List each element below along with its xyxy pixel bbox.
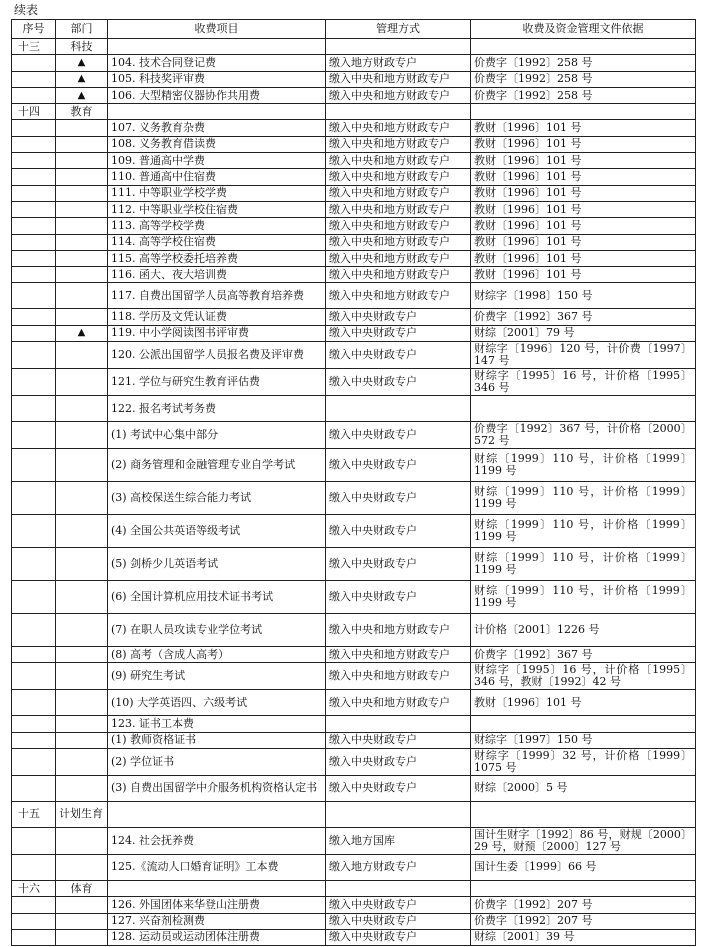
dept-cell bbox=[56, 482, 108, 515]
table-row bbox=[12, 71, 696, 87]
basis-cell: 财综〔1999〕110 号，计价格〔1999〕1199 号 bbox=[471, 581, 696, 614]
table-row bbox=[12, 169, 696, 185]
seq-cell bbox=[12, 218, 56, 234]
mgmt-cell: 缴入中央和地方财政专户 bbox=[326, 153, 471, 169]
dept-cell bbox=[56, 581, 108, 614]
dept-cell bbox=[56, 309, 108, 325]
mgmt-cell: 缴入中央财政专户 bbox=[326, 732, 471, 748]
basis-cell: 国计生财字〔1992〕86 号，财规〔2000〕29 号，财预〔2000〕127 号 bbox=[471, 827, 696, 854]
item-cell: 128. 运动员或运动团体注册费 bbox=[108, 929, 326, 945]
item-cell: 117. 自费出国留学人员高等教育培养费 bbox=[108, 283, 326, 309]
table-row bbox=[12, 929, 696, 945]
dept-cell: ▲ bbox=[56, 71, 108, 87]
dept-cell: 科技 bbox=[56, 39, 108, 55]
item-cell: 107. 义务教育杂费 bbox=[108, 120, 326, 136]
seq-cell bbox=[12, 185, 56, 201]
table-row bbox=[12, 748, 696, 775]
mgmt-cell: 缴入中央和地方财政专户 bbox=[326, 267, 471, 283]
table-row bbox=[12, 342, 696, 369]
dept-cell: 教育 bbox=[56, 104, 108, 120]
table-row bbox=[12, 801, 696, 827]
header-mgmt: 管理方式 bbox=[326, 20, 471, 39]
basis-cell: 财综〔1999〕110 号，计价格〔1999〕1199 号 bbox=[471, 449, 696, 482]
mgmt-cell: 缴入中央和地方财政专户 bbox=[326, 185, 471, 201]
item-cell: (1) 考试中心集中部分 bbox=[108, 422, 326, 449]
item-cell: (6) 全国计算机应用技术证书考试 bbox=[108, 581, 326, 614]
mgmt-cell bbox=[326, 396, 471, 422]
seq-cell bbox=[12, 71, 56, 87]
dept-cell bbox=[56, 929, 108, 945]
dept-cell bbox=[56, 342, 108, 369]
mgmt-cell: 缴入中央和地方财政专户 bbox=[326, 71, 471, 87]
basis-cell: 财综字〔1996〕120 号，计价费〔1997〕147 号 bbox=[471, 342, 696, 369]
seq-cell bbox=[12, 120, 56, 136]
mgmt-cell: 缴入中央财政专户 bbox=[326, 929, 471, 945]
table-row bbox=[12, 136, 696, 152]
item-cell: 115. 高等学校委托培养费 bbox=[108, 250, 326, 266]
dept-cell bbox=[56, 690, 108, 716]
dept-cell bbox=[56, 748, 108, 775]
seq-cell bbox=[12, 690, 56, 716]
seq-cell bbox=[12, 369, 56, 396]
dept-cell bbox=[56, 201, 108, 217]
seq-cell bbox=[12, 449, 56, 482]
table-row bbox=[12, 880, 696, 896]
basis-cell: 教财〔1996〕101 号 bbox=[471, 690, 696, 716]
basis-cell: 财综字〔1995〕16 号，计价格〔1995〕346 号，教财〔1992〕42 号 bbox=[471, 663, 696, 690]
mgmt-cell: 缴入中央和地方财政专户 bbox=[326, 647, 471, 663]
seq-cell bbox=[12, 482, 56, 515]
item-cell: (9) 研究生考试 bbox=[108, 663, 326, 690]
table-body bbox=[12, 39, 696, 946]
header-basis: 收费及资金管理文件依据 bbox=[471, 20, 696, 39]
item-cell: 116. 函大、夜大培训费 bbox=[108, 267, 326, 283]
item-cell: (3) 高校保送生综合能力考试 bbox=[108, 482, 326, 515]
table-row bbox=[12, 775, 696, 801]
table-row bbox=[12, 422, 696, 449]
basis-cell: 教财〔1996〕101 号 bbox=[471, 267, 696, 283]
table-row bbox=[12, 663, 696, 690]
seq-cell bbox=[12, 515, 56, 548]
seq-cell bbox=[12, 55, 56, 71]
dept-cell bbox=[56, 775, 108, 801]
dept-cell bbox=[56, 267, 108, 283]
seq-cell bbox=[12, 422, 56, 449]
basis-cell: 财综〔1999〕110 号，计价格〔1999〕1199 号 bbox=[471, 548, 696, 581]
table-row bbox=[12, 234, 696, 250]
table-caption: 续表 bbox=[14, 3, 39, 17]
basis-cell bbox=[471, 716, 696, 732]
mgmt-cell: 缴入中央和地方财政专户 bbox=[326, 120, 471, 136]
basis-cell: 价费字〔1992〕207 号 bbox=[471, 897, 696, 913]
dept-cell: 计划生育 bbox=[56, 801, 108, 827]
mgmt-cell: 缴入中央和地方财政专户 bbox=[326, 201, 471, 217]
item-cell: 127. 兴奋剂检测费 bbox=[108, 913, 326, 929]
header-row bbox=[12, 20, 696, 39]
basis-cell: 财综字〔1997〕150 号 bbox=[471, 732, 696, 748]
basis-cell bbox=[471, 396, 696, 422]
item-cell: (1) 教师资格证书 bbox=[108, 732, 326, 748]
item-cell: 104. 技术合同登记费 bbox=[108, 55, 326, 71]
table-row bbox=[12, 39, 696, 55]
table-row bbox=[12, 283, 696, 309]
basis-cell: 教财〔1996〕101 号 bbox=[471, 169, 696, 185]
seq-cell: 十五 bbox=[12, 801, 56, 827]
seq-cell bbox=[12, 283, 56, 309]
table-row bbox=[12, 396, 696, 422]
table-row bbox=[12, 515, 696, 548]
mgmt-cell bbox=[326, 104, 471, 120]
dept-cell: ▲ bbox=[56, 325, 108, 341]
dept-cell bbox=[56, 283, 108, 309]
table-row bbox=[12, 827, 696, 854]
table-row bbox=[12, 87, 696, 103]
mgmt-cell: 缴入中央和地方财政专户 bbox=[326, 283, 471, 309]
mgmt-cell: 缴入中央和地方财政专户 bbox=[326, 218, 471, 234]
table-row bbox=[12, 309, 696, 325]
mgmt-cell: 缴入中央和地方财政专户 bbox=[326, 614, 471, 647]
table-row bbox=[12, 449, 696, 482]
basis-cell: 教财〔1996〕101 号 bbox=[471, 120, 696, 136]
table-row bbox=[12, 267, 696, 283]
seq-cell bbox=[12, 716, 56, 732]
seq-cell bbox=[12, 732, 56, 748]
dept-cell bbox=[56, 897, 108, 913]
mgmt-cell bbox=[326, 801, 471, 827]
dept-cell bbox=[56, 913, 108, 929]
table-row bbox=[12, 185, 696, 201]
basis-cell bbox=[471, 104, 696, 120]
dept-cell bbox=[56, 369, 108, 396]
mgmt-cell: 缴入中央财政专户 bbox=[326, 369, 471, 396]
basis-cell: 国计生委〔1999〕66 号 bbox=[471, 854, 696, 880]
dept-cell bbox=[56, 449, 108, 482]
fee-table bbox=[11, 19, 696, 946]
mgmt-cell: 缴入中央财政专户 bbox=[326, 422, 471, 449]
seq-cell bbox=[12, 548, 56, 581]
item-cell: (2) 商务管理和金融管理专业自学考试 bbox=[108, 449, 326, 482]
table-row bbox=[12, 482, 696, 515]
basis-cell: 教财〔1996〕101 号 bbox=[471, 153, 696, 169]
dept-cell bbox=[56, 218, 108, 234]
item-cell: (5) 剑桥少儿英语考试 bbox=[108, 548, 326, 581]
seq-cell bbox=[12, 614, 56, 647]
item-cell: 126. 外国团体来华登山注册费 bbox=[108, 897, 326, 913]
basis-cell: 教财〔1996〕101 号 bbox=[471, 201, 696, 217]
dept-cell bbox=[56, 854, 108, 880]
dept-cell bbox=[56, 185, 108, 201]
seq-cell bbox=[12, 234, 56, 250]
seq-cell bbox=[12, 748, 56, 775]
basis-cell: 价费字〔1992〕367 号 bbox=[471, 309, 696, 325]
item-cell: 122. 报名考试考务费 bbox=[108, 396, 326, 422]
table-row bbox=[12, 647, 696, 663]
seq-cell: 十三 bbox=[12, 39, 56, 55]
item-cell bbox=[108, 801, 326, 827]
mgmt-cell: 缴入中央财政专户 bbox=[326, 775, 471, 801]
mgmt-cell: 缴入中央和地方财政专户 bbox=[326, 136, 471, 152]
mgmt-cell: 缴入地方财政专户 bbox=[326, 854, 471, 880]
header-dept: 部门 bbox=[56, 20, 108, 39]
seq-cell bbox=[12, 775, 56, 801]
table-row bbox=[12, 614, 696, 647]
seq-cell bbox=[12, 929, 56, 945]
basis-cell: 价费字〔1992〕367 号，计价格〔2000〕572 号 bbox=[471, 422, 696, 449]
basis-cell: 财综〔2001〕39 号 bbox=[471, 929, 696, 945]
item-cell: 105. 科技奖评审费 bbox=[108, 71, 326, 87]
basis-cell: 教财〔1996〕101 号 bbox=[471, 250, 696, 266]
seq-cell bbox=[12, 913, 56, 929]
table-row bbox=[12, 690, 696, 716]
basis-cell: 价费字〔1992〕367 号 bbox=[471, 647, 696, 663]
item-cell bbox=[108, 39, 326, 55]
table-row bbox=[12, 581, 696, 614]
seq-cell bbox=[12, 136, 56, 152]
mgmt-cell bbox=[326, 39, 471, 55]
seq-cell bbox=[12, 250, 56, 266]
mgmt-cell: 缴入中央和地方财政专户 bbox=[326, 250, 471, 266]
item-cell: (3) 自费出国留学中介服务机构资格认定书 bbox=[108, 775, 326, 801]
mgmt-cell bbox=[326, 716, 471, 732]
table-row bbox=[12, 250, 696, 266]
dept-cell bbox=[56, 515, 108, 548]
seq-cell bbox=[12, 87, 56, 103]
item-cell: (4) 全国公共英语等级考试 bbox=[108, 515, 326, 548]
mgmt-cell: 缴入中央财政专户 bbox=[326, 548, 471, 581]
mgmt-cell: 缴入中央财政专户 bbox=[326, 325, 471, 341]
mgmt-cell: 缴入中央财政专户 bbox=[326, 482, 471, 515]
dept-cell bbox=[56, 120, 108, 136]
table-row bbox=[12, 732, 696, 748]
basis-cell bbox=[471, 801, 696, 827]
seq-cell bbox=[12, 325, 56, 341]
dept-cell bbox=[56, 250, 108, 266]
table-row bbox=[12, 913, 696, 929]
table-row bbox=[12, 201, 696, 217]
item-cell: (2) 学位证书 bbox=[108, 748, 326, 775]
seq-cell bbox=[12, 581, 56, 614]
dept-cell bbox=[56, 647, 108, 663]
mgmt-cell: 缴入中央和地方财政专户 bbox=[326, 169, 471, 185]
basis-cell: 价费字〔1992〕207 号 bbox=[471, 913, 696, 929]
mgmt-cell: 缴入中央财政专户 bbox=[326, 309, 471, 325]
seq-cell bbox=[12, 309, 56, 325]
item-cell: 111. 中等职业学校学费 bbox=[108, 185, 326, 201]
dept-cell bbox=[56, 169, 108, 185]
dept-cell bbox=[56, 422, 108, 449]
mgmt-cell: 缴入中央财政专户 bbox=[326, 748, 471, 775]
dept-cell bbox=[56, 732, 108, 748]
basis-cell bbox=[471, 39, 696, 55]
basis-cell: 教财〔1996〕101 号 bbox=[471, 234, 696, 250]
table-row bbox=[12, 55, 696, 71]
seq-cell: 十四 bbox=[12, 104, 56, 120]
dept-cell bbox=[56, 716, 108, 732]
dept-cell bbox=[56, 548, 108, 581]
item-cell: 108. 义务教育借读费 bbox=[108, 136, 326, 152]
basis-cell: 教财〔1996〕101 号 bbox=[471, 218, 696, 234]
item-cell: 112. 中等职业学校住宿费 bbox=[108, 201, 326, 217]
item-cell: 118. 学历及文凭认证费 bbox=[108, 309, 326, 325]
seq-cell: 十六 bbox=[12, 880, 56, 896]
dept-cell: ▲ bbox=[56, 87, 108, 103]
basis-cell: 财综字〔1995〕16 号，计价格〔1995〕346 号 bbox=[471, 369, 696, 396]
mgmt-cell: 缴入中央和地方财政专户 bbox=[326, 663, 471, 690]
mgmt-cell: 缴入地方财政专户 bbox=[326, 55, 471, 71]
header-seq: 序号 bbox=[12, 20, 56, 39]
item-cell: 123. 证书工本费 bbox=[108, 716, 326, 732]
basis-cell: 财综〔1999〕110 号，计价格〔1999〕1199 号 bbox=[471, 482, 696, 515]
table-row bbox=[12, 897, 696, 913]
item-cell: (8) 高考（含成人高考） bbox=[108, 647, 326, 663]
mgmt-cell: 缴入中央和地方财政专户 bbox=[326, 87, 471, 103]
item-cell: 113. 高等学校学费 bbox=[108, 218, 326, 234]
dept-cell bbox=[56, 827, 108, 854]
seq-cell bbox=[12, 647, 56, 663]
mgmt-cell: 缴入中央财政专户 bbox=[326, 581, 471, 614]
mgmt-cell bbox=[326, 880, 471, 896]
mgmt-cell: 缴入中央财政专户 bbox=[326, 342, 471, 369]
basis-cell: 财综〔2000〕5 号 bbox=[471, 775, 696, 801]
seq-cell bbox=[12, 267, 56, 283]
item-cell: (7) 在职人员攻读专业学位考试 bbox=[108, 614, 326, 647]
item-cell bbox=[108, 880, 326, 896]
basis-cell bbox=[471, 880, 696, 896]
item-cell: 121. 学位与研究生教育评估费 bbox=[108, 369, 326, 396]
basis-cell: 财综〔1999〕110 号，计价格〔1999〕1199 号 bbox=[471, 515, 696, 548]
dept-cell bbox=[56, 234, 108, 250]
seq-cell bbox=[12, 153, 56, 169]
seq-cell bbox=[12, 854, 56, 880]
item-cell: 125.《流动人口婚育证明》工本费 bbox=[108, 854, 326, 880]
basis-cell: 教财〔1996〕101 号 bbox=[471, 136, 696, 152]
basis-cell: 价费字〔1992〕258 号 bbox=[471, 71, 696, 87]
seq-cell bbox=[12, 169, 56, 185]
mgmt-cell: 缴入中央财政专户 bbox=[326, 913, 471, 929]
item-cell: (10) 大学英语四、六级考试 bbox=[108, 690, 326, 716]
item-cell: 120. 公派出国留学人员报名费及评审费 bbox=[108, 342, 326, 369]
seq-cell bbox=[12, 663, 56, 690]
item-cell: 106. 大型精密仪器协作共用费 bbox=[108, 87, 326, 103]
table-row bbox=[12, 120, 696, 136]
item-cell: 124. 社会抚养费 bbox=[108, 827, 326, 854]
dept-cell bbox=[56, 396, 108, 422]
mgmt-cell: 缴入中央财政专户 bbox=[326, 897, 471, 913]
mgmt-cell: 缴入地方国库 bbox=[326, 827, 471, 854]
table-row bbox=[12, 325, 696, 341]
dept-cell: 体育 bbox=[56, 880, 108, 896]
table-row bbox=[12, 369, 696, 396]
mgmt-cell: 缴入中央和地方财政专户 bbox=[326, 690, 471, 716]
table-row bbox=[12, 104, 696, 120]
mgmt-cell: 缴入中央财政专户 bbox=[326, 449, 471, 482]
table-row bbox=[12, 716, 696, 732]
header-item: 收费项目 bbox=[108, 20, 326, 39]
dept-cell: ▲ bbox=[56, 55, 108, 71]
mgmt-cell: 缴入中央财政专户 bbox=[326, 515, 471, 548]
table-row bbox=[12, 153, 696, 169]
item-cell: 114. 高等学校住宿费 bbox=[108, 234, 326, 250]
dept-cell bbox=[56, 136, 108, 152]
basis-cell: 计价格〔2001〕1226 号 bbox=[471, 614, 696, 647]
basis-cell: 财综字〔1999〕32 号，计价格〔1999〕1075 号 bbox=[471, 748, 696, 775]
basis-cell: 财综字〔1998〕150 号 bbox=[471, 283, 696, 309]
item-cell: 110. 普通高中住宿费 bbox=[108, 169, 326, 185]
seq-cell bbox=[12, 342, 56, 369]
basis-cell: 价费字〔1992〕258 号 bbox=[471, 87, 696, 103]
basis-cell: 财综〔2001〕79 号 bbox=[471, 325, 696, 341]
seq-cell bbox=[12, 201, 56, 217]
table-row bbox=[12, 548, 696, 581]
dept-cell bbox=[56, 614, 108, 647]
dept-cell bbox=[56, 153, 108, 169]
table-row bbox=[12, 854, 696, 880]
basis-cell: 教财〔1996〕101 号 bbox=[471, 185, 696, 201]
basis-cell: 价费字〔1992〕258 号 bbox=[471, 55, 696, 71]
item-cell bbox=[108, 104, 326, 120]
table-row bbox=[12, 218, 696, 234]
mgmt-cell: 缴入中央和地方财政专户 bbox=[326, 234, 471, 250]
seq-cell bbox=[12, 897, 56, 913]
item-cell: 109. 普通高中学费 bbox=[108, 153, 326, 169]
item-cell: 119. 中小学阅读图书评审费 bbox=[108, 325, 326, 341]
seq-cell bbox=[12, 396, 56, 422]
dept-cell bbox=[56, 663, 108, 690]
seq-cell bbox=[12, 827, 56, 854]
